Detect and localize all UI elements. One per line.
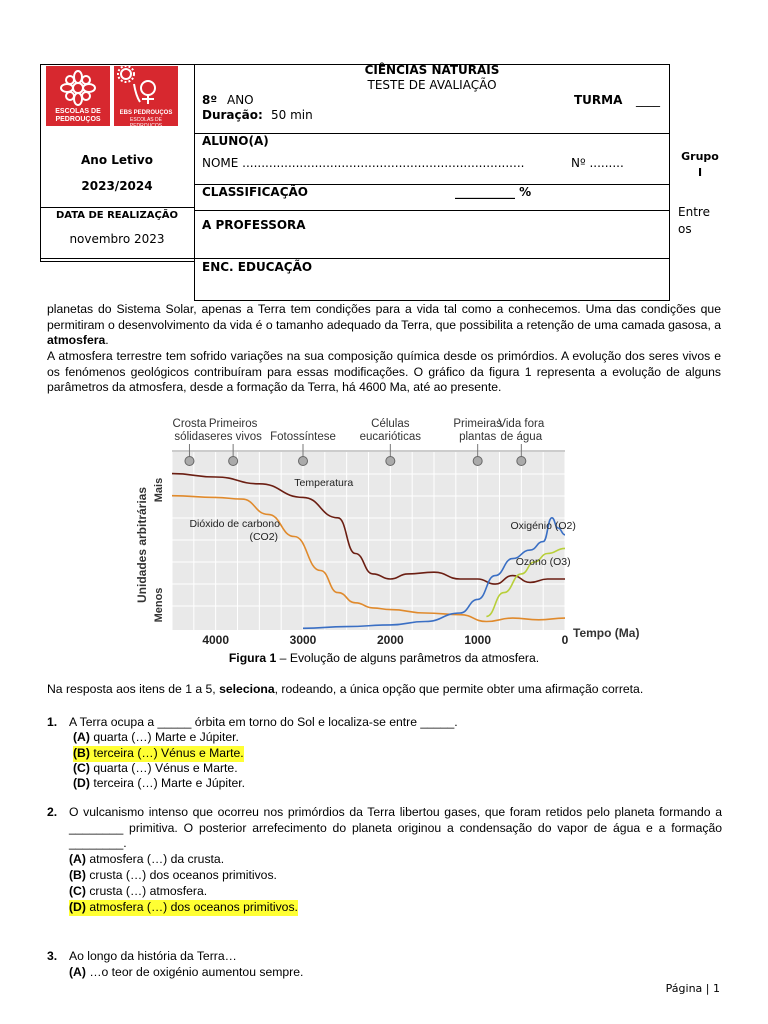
intro-p1-end: . bbox=[105, 333, 109, 348]
guardian-label: ENC. EDUCAÇÃO bbox=[202, 260, 313, 274]
event-label: Primeiros bbox=[208, 418, 258, 430]
event-label: Vida fora bbox=[498, 418, 545, 430]
option-letter: (A) bbox=[69, 852, 86, 866]
y-top-label: Mais bbox=[153, 477, 165, 503]
event-label: Primeiras bbox=[453, 418, 502, 430]
event-marker bbox=[185, 457, 194, 466]
teacher-label: A PROFESSORA bbox=[202, 218, 306, 232]
option-letter: (A) bbox=[69, 965, 86, 979]
header-left-bottom-border bbox=[40, 258, 194, 259]
x-tick-label: 3000 bbox=[289, 633, 317, 647]
number-field[interactable]: Nº ......... bbox=[571, 156, 624, 170]
school-logo-text: ESCOLAS DE PEDROUÇOS bbox=[55, 108, 101, 123]
class-label: TURMA bbox=[574, 93, 623, 107]
event-label: Crosta bbox=[172, 418, 207, 430]
option-letter: (C) bbox=[73, 761, 90, 775]
y-bottom-label: Menos bbox=[153, 587, 165, 623]
grade-result-label: CLASSIFICAÇÃO bbox=[202, 185, 309, 199]
name-field[interactable]: NOME .......................................................................... bbox=[202, 156, 525, 170]
group-label: Grupo bbox=[681, 150, 719, 163]
event-label: de água bbox=[500, 431, 543, 443]
event-marker bbox=[473, 457, 482, 466]
option-text: terceira (…) Vénus e Marte. bbox=[93, 746, 244, 760]
header-mid-border bbox=[194, 64, 195, 300]
figure-caption-bold: Figura 1 bbox=[228, 651, 277, 665]
option-letter: (A) bbox=[73, 730, 90, 744]
instruction-a: Na resposta aos itens de 1 a 5, bbox=[47, 682, 220, 696]
instruction-c: , rodeando, a única opção que permite obter uma afirmação correta. bbox=[274, 682, 644, 696]
gear-logo-icon bbox=[114, 66, 178, 106]
intro-p1-bold: atmosfera bbox=[47, 333, 106, 348]
option-a[interactable] bbox=[73, 730, 239, 746]
event-label: sólida bbox=[174, 431, 205, 443]
x-tick-label: 1000 bbox=[464, 633, 492, 647]
page-number: Página | 1 bbox=[665, 982, 720, 995]
option-letter: (B) bbox=[69, 868, 86, 882]
ebs-logo bbox=[114, 66, 178, 129]
grade-label: ANO bbox=[227, 93, 254, 107]
group-number: I bbox=[697, 166, 703, 179]
intro-word-2: os bbox=[678, 222, 692, 236]
option-text: atmosfera (…) dos oceanos primitivos. bbox=[89, 900, 298, 914]
header-row-line-3 bbox=[194, 210, 670, 211]
series-label: Ozono (O3) bbox=[515, 556, 571, 568]
option-c[interactable] bbox=[73, 761, 238, 777]
option-b[interactable] bbox=[69, 868, 277, 884]
student-label: ALUNO(A) bbox=[202, 134, 269, 148]
duration-label: Duração: bbox=[202, 108, 263, 122]
grade-result-field[interactable]: __________ % bbox=[455, 185, 532, 199]
intro-paragraph-2: A atmosfera terrestre tem sofrido variações na sua composição química desde os primórdios. A evolução dos seres vivos e os fenómenos geológicos contribuíram para essas modificações. O gráfico da figura 1 representa a evolução de alguns parâmetros da atmosfera, desde a formação da Terra, há 4600 Ma, até ao presente. bbox=[47, 349, 721, 395]
header-right-border bbox=[669, 64, 670, 301]
event-label: Fotossíntese bbox=[270, 431, 336, 443]
ebs-logo-text: EBS PEDROUÇOS bbox=[119, 110, 173, 116]
option-a[interactable] bbox=[69, 852, 224, 868]
date-label: DATA DE REALIZAÇÃO bbox=[55, 210, 179, 221]
ebs-logo-subtext: ESCOLAS DE PEDROUÇOS bbox=[129, 117, 163, 129]
option-letter: (D) bbox=[73, 776, 90, 790]
event-marker bbox=[229, 457, 238, 466]
intro-p1-text: planetas do Sistema Solar, apenas a Terra tem condições para a vida tal como a conhecemos. Uma das condições que permitiram o desenvolvimento da vida é o tamanho adequado da Terra, que possibilita a retenção de uma camada gasosa, a bbox=[47, 302, 721, 332]
option-text: atmosfera (…) da crusta. bbox=[89, 852, 225, 866]
option-text: crusta (…) atmosfera. bbox=[89, 884, 208, 898]
event-label: eucarióticas bbox=[359, 431, 422, 443]
flower-logo-icon bbox=[46, 68, 110, 108]
instruction bbox=[47, 682, 643, 696]
header-row-line-4 bbox=[194, 258, 670, 259]
event-label: Células bbox=[371, 418, 410, 430]
event-marker bbox=[299, 457, 308, 466]
event-marker bbox=[386, 457, 395, 466]
school-year-label: Ano Letivo bbox=[81, 153, 153, 167]
school-year-value: 2023/2024 bbox=[81, 179, 153, 193]
option-text: …o teor de oxigénio aumentou sempre. bbox=[89, 965, 304, 979]
subject-title: CIÊNCIAS NATURAIS bbox=[364, 63, 500, 77]
duration-value: 50 min bbox=[271, 108, 313, 122]
option-c[interactable] bbox=[69, 884, 207, 900]
x-tick-label: 4000 bbox=[202, 633, 230, 647]
series-label: Dióxido de carbono bbox=[189, 518, 280, 530]
option-text: quarta (…) Vénus e Marte. bbox=[93, 761, 238, 775]
option-letter: (B) bbox=[73, 746, 90, 760]
x-tick-labels bbox=[202, 633, 568, 647]
grade-number: 8º bbox=[202, 93, 218, 107]
question-text: Ao longo da história da Terra… bbox=[69, 949, 237, 963]
series-label: Oxigénio (O2) bbox=[510, 520, 576, 532]
test-type: TESTE DE AVALIAÇÃO bbox=[367, 78, 497, 92]
header-left-bottom-border2 bbox=[40, 261, 194, 262]
series-label-sub: (CO2) bbox=[249, 531, 279, 543]
instruction-bold: seleciona bbox=[219, 682, 275, 696]
x-axis-label: Tempo (Ma) bbox=[573, 626, 640, 640]
question-number: 3. bbox=[47, 949, 58, 963]
school-logo bbox=[46, 66, 110, 126]
x-tick-label: 2000 bbox=[376, 633, 404, 647]
header-left-row-line bbox=[40, 207, 194, 208]
figure-caption bbox=[0, 651, 768, 665]
option-text: crusta (…) dos oceanos primitivos. bbox=[89, 868, 277, 882]
option-text: quarta (…) Marte e Júpiter. bbox=[93, 730, 239, 744]
intro-word-1: Entre bbox=[678, 205, 710, 219]
option-text: terceira (…) Marte e Júpiter. bbox=[93, 776, 246, 790]
question-number: 2. bbox=[47, 805, 58, 819]
option-a[interactable] bbox=[69, 965, 303, 981]
event-label: plantas bbox=[459, 431, 497, 443]
atmosphere-chart bbox=[130, 410, 640, 650]
option-d[interactable] bbox=[73, 776, 245, 792]
question-text: A Terra ocupa a _____ órbita em torno do Sol e localiza-se entre _____. bbox=[69, 715, 458, 729]
figure-caption-text: – Evolução de alguns parâmetros da atmosfera. bbox=[276, 651, 540, 665]
series-label: Temperatura bbox=[294, 477, 354, 489]
event-marker bbox=[517, 457, 526, 466]
option-b-highlighted[interactable] bbox=[73, 746, 244, 762]
y-axis-label: Unidades arbitrárias bbox=[135, 486, 149, 604]
question-number: 1. bbox=[47, 715, 58, 729]
date-value: novembro 2023 bbox=[69, 232, 165, 246]
option-d-highlighted[interactable] bbox=[69, 900, 298, 916]
option-letter: (C) bbox=[69, 884, 86, 898]
header-bottom-border bbox=[194, 300, 670, 301]
question-text: O vulcanismo intenso que ocorreu nos primórdios da Terra libertou gases, que foram retidos pelo planeta formando a ________ primitiva. O posterior arrefecimento do planeta originou a condensação do vapor de água e a formação ________. bbox=[69, 805, 722, 850]
intro-paragraph-1 bbox=[47, 302, 721, 349]
option-letter: (D) bbox=[69, 900, 86, 914]
class-blank[interactable]: ____ bbox=[636, 93, 660, 107]
event-label: seres vivos bbox=[204, 431, 262, 443]
x-tick-label: 0 bbox=[561, 633, 569, 647]
